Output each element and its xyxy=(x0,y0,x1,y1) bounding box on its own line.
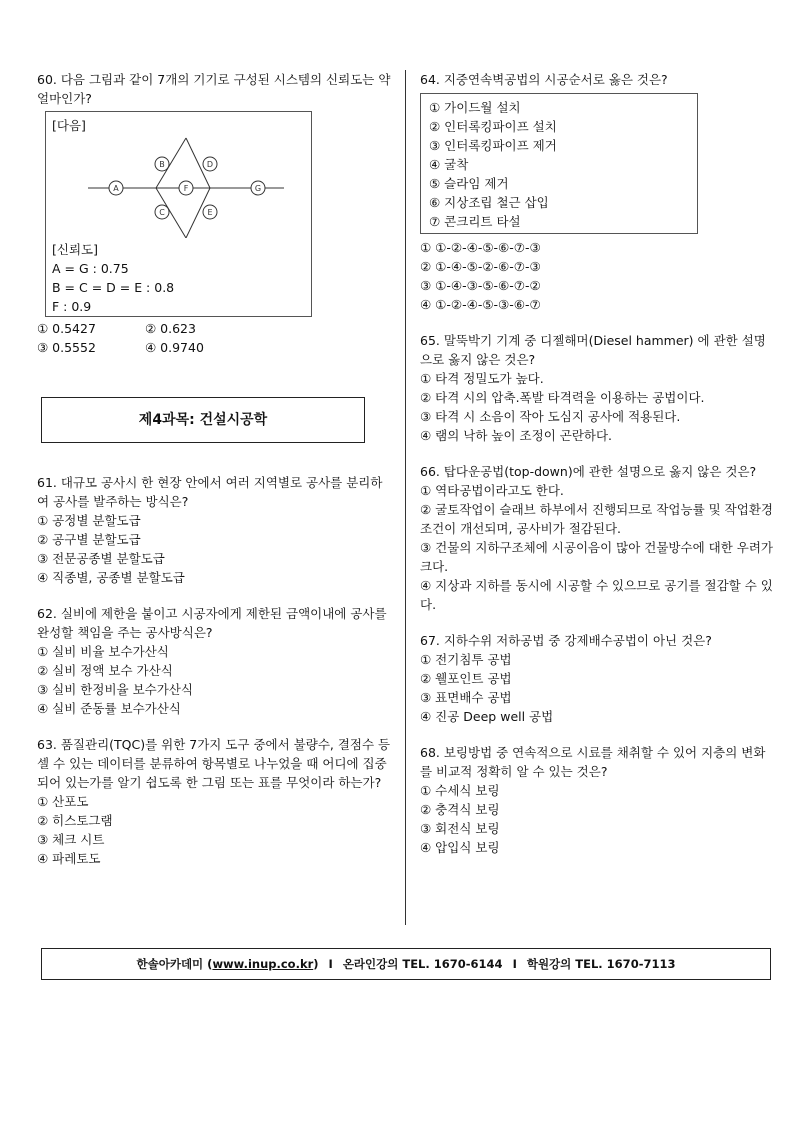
system-diagram xyxy=(74,134,284,238)
answer-option[interactable]: ④ 0.9740 xyxy=(145,340,204,355)
answer-option[interactable]: ① 실비 비율 보수가산식 xyxy=(37,644,169,659)
answer-option[interactable]: ④ 실비 준동률 보수가산식 xyxy=(37,701,181,716)
node-b: B xyxy=(159,160,165,169)
reliability-line: A = G : 0.75 xyxy=(52,261,129,276)
answer-option[interactable]: ② 0.623 xyxy=(145,321,196,336)
answer-option[interactable]: ③ 건물의 지하구조체에 시공이음이 많아 건물방수에 대한 우려가 크다. xyxy=(420,540,773,574)
reliability-line: F : 0.9 xyxy=(52,299,92,314)
footer-banner: 한솔아카데미 ( www.inup.co.kr ) I 온라인강의 TEL. 1670-6144 I 학원강의 TEL. 1670-7113 xyxy=(41,948,771,980)
node-e: E xyxy=(207,208,213,217)
question-text: 66. 탑다운공법(top-down)에 관한 설명으로 옳지 않은 것은? xyxy=(420,464,757,479)
answer-option[interactable]: ④ 진공 Deep well 공법 xyxy=(420,709,554,724)
answer-option[interactable]: ② 충격식 보링 xyxy=(420,802,500,817)
question-text: 64. 지중연속벽공법의 시공순서로 옳은 것은? xyxy=(420,72,668,87)
answer-option[interactable]: ④ ①-②-④-⑤-③-⑥-⑦ xyxy=(420,297,541,312)
column-divider xyxy=(405,70,406,925)
site-link[interactable]: www.inup.co.kr xyxy=(212,957,314,971)
left-column xyxy=(37,70,393,868)
answer-option[interactable]: ③ 회전식 보링 xyxy=(420,821,500,836)
answer-option[interactable]: ① 타격 정밀도가 높다. xyxy=(420,371,544,386)
question-61 xyxy=(37,473,393,587)
answer-option[interactable]: ② 타격 시의 압축.폭발 타격력을 이용하는 공법이다. xyxy=(420,390,705,405)
reliability-values xyxy=(52,240,174,316)
answer-option[interactable]: ① 수세식 보링 xyxy=(420,783,500,798)
procedure-step: ⑦ 콘크리트 타설 xyxy=(429,214,521,229)
procedure-step: ③ 인터록킹파이프 제거 xyxy=(429,138,557,153)
question-62 xyxy=(37,604,393,718)
node-c: C xyxy=(159,208,165,217)
reliability-figure xyxy=(45,111,312,317)
reliability-line: B = C = D = E : 0.8 xyxy=(52,280,175,295)
procedure-step: ⑥ 지상조립 철근 삽입 xyxy=(429,195,549,210)
subject-title: 제4과목: 건설시공학 xyxy=(41,397,365,443)
answer-option[interactable]: ① 0.5427 xyxy=(37,321,96,336)
answer-option[interactable]: ① 역타공법이라고도 한다. xyxy=(420,483,564,498)
node-f: F xyxy=(183,184,189,193)
question-65 xyxy=(420,331,776,445)
question-60 xyxy=(37,70,393,357)
procedure-step: ② 인터록킹파이프 설치 xyxy=(429,119,557,134)
answer-option[interactable]: ① ①-②-④-⑤-⑥-⑦-③ xyxy=(420,240,541,255)
reliability-label: [신뢰도] xyxy=(52,242,98,257)
node-g: G xyxy=(254,184,262,193)
answer-option[interactable]: ④ 지상과 지하를 동시에 시공할 수 있으므로 공기를 절감할 수 있다. xyxy=(420,578,773,612)
node-a: A xyxy=(113,184,119,193)
question-63 xyxy=(37,735,393,868)
question-text: 63. 품질관리(TQC)를 위한 7가지 도구 중에서 불량수, 결점수 등 셀 수 있는 데이터를 분류하여 항목별로 나누었을 때 어디에 집중되어 있는가를 알기 쉽도록 한 그림 또는 표를 무엇이라 하는가? xyxy=(37,737,391,790)
offline-phone: 학원강의 TEL. 1670-7113 xyxy=(526,957,676,971)
answer-option[interactable]: ④ 파레토도 xyxy=(37,851,101,866)
answer-option[interactable]: ① 전기침투 공법 xyxy=(420,652,512,667)
answer-option[interactable]: ③ 0.5552 xyxy=(37,340,96,355)
procedure-step: ⑤ 슬라임 제거 xyxy=(429,176,509,191)
answer-options xyxy=(37,319,393,357)
answer-option[interactable]: ② 굴토작업이 슬래브 하부에서 진행되므로 작업능률 및 작업환경 조건이 개선되며, 공사비가 절감된다. xyxy=(420,502,773,536)
procedure-steps-box xyxy=(420,93,698,234)
answer-option[interactable]: ① 산포도 xyxy=(37,794,89,809)
answer-option[interactable]: ④ 램의 낙하 높이 조정이 곤란하다. xyxy=(420,428,613,443)
question-68 xyxy=(420,743,776,857)
answer-option[interactable]: ② ①-④-⑤-②-⑥-⑦-③ xyxy=(420,259,541,274)
figure-label: [다음] xyxy=(52,118,86,133)
procedure-step: ④ 굴착 xyxy=(429,157,469,172)
answer-option[interactable]: ③ 타격 시 소음이 작아 도심지 공사에 적용된다. xyxy=(420,409,681,424)
procedure-step: ① 가이드월 설치 xyxy=(429,100,521,115)
answer-option[interactable]: ④ 직종별, 공종별 분할도급 xyxy=(37,570,185,585)
question-text: 61. 대규모 공사시 한 현장 안에서 여러 지역별로 공사를 분리하여 공사를 발주하는 방식은? xyxy=(37,475,383,509)
answer-option[interactable]: ③ ①-④-③-⑤-⑥-⑦-② xyxy=(420,278,541,293)
answer-option[interactable]: ② 공구별 분할도급 xyxy=(37,532,141,547)
answer-option[interactable]: ② 웰포인트 공법 xyxy=(420,671,512,686)
answer-option[interactable]: ③ 실비 한정비율 보수가산식 xyxy=(37,682,193,697)
answer-option[interactable]: ② 히스토그램 xyxy=(37,813,113,828)
node-d: D xyxy=(206,160,214,169)
question-text: 60. 다음 그림과 같이 7개의 기기로 구성된 시스템의 신뢰도는 약 얼마인가? xyxy=(37,72,391,106)
separator: I xyxy=(512,957,517,971)
question-64 xyxy=(420,70,776,314)
question-text: 67. 지하수위 저하공법 중 강제배수공법이 아닌 것은? xyxy=(420,633,712,648)
answer-option[interactable]: ③ 전문공종별 분할도급 xyxy=(37,551,165,566)
question-66 xyxy=(420,462,776,614)
answer-option[interactable]: ③ 표면배수 공법 xyxy=(420,690,512,705)
question-67 xyxy=(420,631,776,726)
answer-option[interactable]: ④ 압입식 보링 xyxy=(420,840,500,855)
answer-option[interactable]: ② 실비 정액 보수 가산식 xyxy=(37,663,173,678)
question-text: 68. 보링방법 중 연속적으로 시료를 채취할 수 있어 지층의 변화를 비교적 정확히 알 수 있는 것은? xyxy=(420,745,766,779)
question-text: 65. 말뚝박기 기계 중 디젤해머(Diesel hammer) 에 관한 설명으로 옳지 않은 것은? xyxy=(420,333,766,367)
question-text: 62. 실비에 제한을 붙이고 시공자에게 제한된 금액이내에 공사를 완성할 책임을 주는 공사방식은? xyxy=(37,606,387,640)
answer-option[interactable]: ③ 체크 시트 xyxy=(37,832,105,847)
separator: I xyxy=(328,957,333,971)
right-column xyxy=(420,70,776,857)
academy-name: 한솔아카데미 xyxy=(136,957,204,971)
answer-option[interactable]: ① 공정별 분할도급 xyxy=(37,513,141,528)
online-phone: 온라인강의 TEL. 1670-6144 xyxy=(342,957,503,971)
